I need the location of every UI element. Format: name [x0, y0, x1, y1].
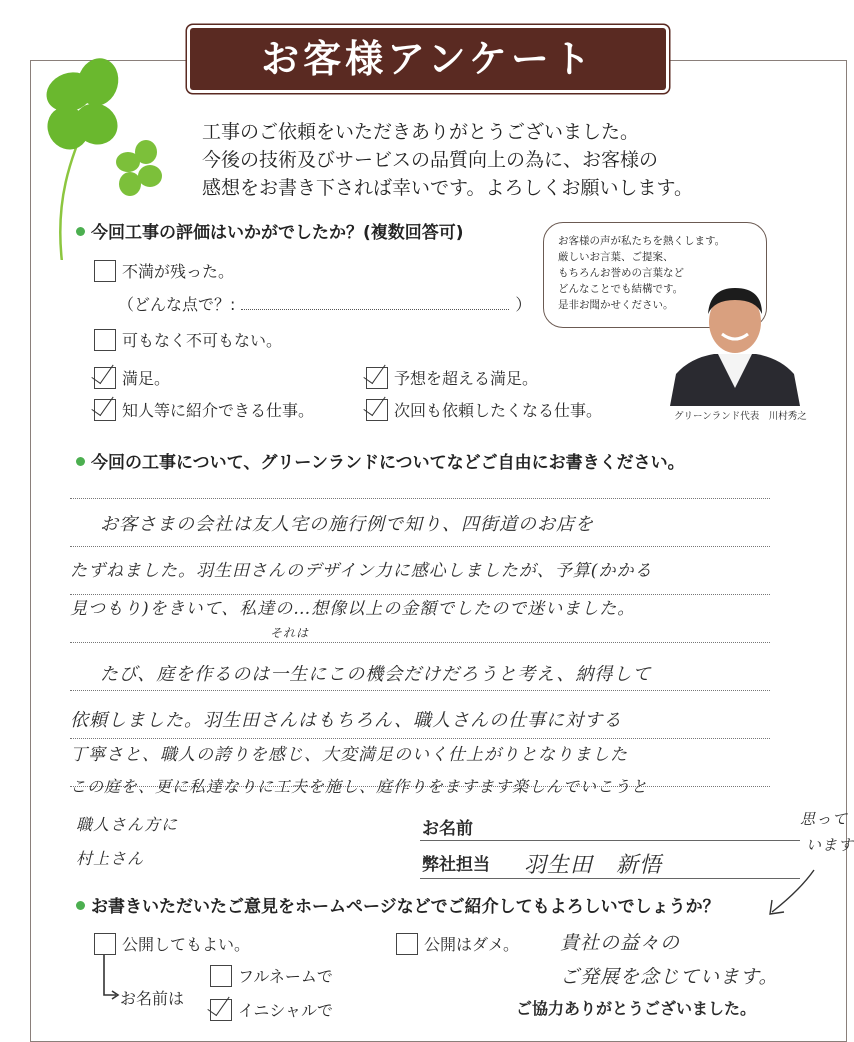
thanks-footer: ご協力ありがとうございました。	[516, 999, 757, 1018]
option-initial[interactable]: イニシャルで	[210, 998, 333, 1021]
q3-heading: お書きいただいたご意見をホームページなどでご紹介してもよろしいでしょうか？	[76, 892, 720, 917]
intro-line: 感想をお書き下されば幸いです。よろしくお願いします。	[202, 177, 693, 199]
intro-line: 工事のご依頼をいただきありがとうございました。	[202, 121, 640, 143]
option-request-again[interactable]: 次回も依頼したくなる仕事。	[366, 398, 602, 421]
option-public-ng[interactable]: 公開はダメ。	[396, 932, 519, 955]
q1-heading: 今回工事の評価はいかがでしたか？(複数回答可)	[76, 218, 464, 243]
option-fullname[interactable]: フルネームで	[210, 964, 333, 987]
comment-line: お客さまの会社は友人宅の施行例で知り、四街道のお店を	[100, 514, 594, 535]
comment-line: 職人さん方に	[76, 815, 179, 834]
comment-line: 丁寧さと、職人の誇りを感じ、大変満足のいく仕上がりとなりました	[70, 745, 628, 765]
option-beyond-expectation[interactable]: 予想を超える満足。	[366, 366, 538, 389]
comment-line: たずねました。羽生田さんのデザイン力に感心しましたが、予算(かかる	[70, 561, 653, 581]
comment-margin-note: 思って	[800, 810, 849, 828]
comment-line: 見つもり)をきいて、私達の…想像以上の金額でしたので迷いました。	[70, 599, 636, 619]
option-satisfied[interactable]: 満足。	[94, 366, 170, 389]
publish-comment: ご発展を念じています。	[560, 966, 779, 988]
representative-caption: グリーンランド代表 川村秀之	[674, 411, 807, 422]
option-recommend[interactable]: 知人等に紹介できる仕事。	[94, 398, 314, 421]
publish-comment: 貴社の益々の	[560, 932, 681, 954]
comment-line: たび、庭を作るのは一生にこの機会だけだろうと考え、納得して	[100, 664, 652, 685]
comment-line: 村上さん	[76, 849, 145, 868]
option-neutral[interactable]: 可もなく不可もない。	[94, 328, 282, 351]
page-title: お客様アンケート	[261, 37, 595, 81]
comment-line: 依頼しました。羽生田さんはもちろん、職人さんの仕事に対する	[70, 710, 623, 731]
name-is-label: お名前は	[120, 989, 185, 1008]
dissatisfied-detail: （どんな点で？: ）	[118, 295, 532, 314]
speech-bubble: お客様の声が私たちを熱くします。 厳しいお言葉、ご提案、 もちろんお誉めの言葉など どんなことでも結構です。 是非お聞かせください。	[543, 222, 767, 328]
staff-label: 弊社担当	[422, 855, 490, 875]
comment-margin-note: います	[806, 836, 854, 854]
staff-name: 羽生田 新悟	[524, 853, 663, 878]
comment-line: この庭を、更に私達なりに工夫を施し、庭作りをますます楽しんでいこうと	[70, 777, 649, 796]
intro-line: 今後の技術及びサービスの品質向上の為に、お客様の	[202, 149, 659, 171]
option-dissatisfied[interactable]: 不満が残った。	[94, 259, 234, 282]
q2-heading: 今回の工事について、グリーンランドについてなどご自由にお書きください。	[76, 448, 685, 473]
option-public-ok[interactable]: 公開してもよい。	[94, 932, 250, 955]
comment-annotation: それは	[270, 626, 310, 640]
name-label: お名前	[422, 819, 473, 839]
